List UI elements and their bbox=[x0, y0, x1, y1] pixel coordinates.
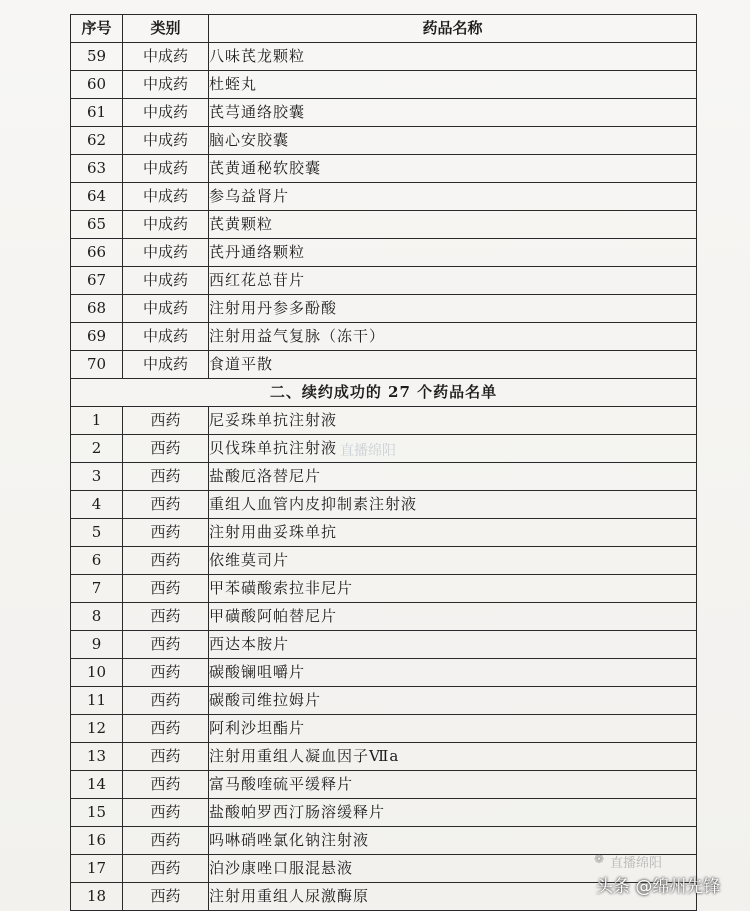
row-category: 西药 bbox=[123, 715, 209, 743]
footer-watermark: 头条 @绵州先锋 bbox=[596, 877, 721, 897]
table-row bbox=[71, 239, 697, 267]
table-row bbox=[71, 799, 697, 827]
table-row bbox=[71, 71, 697, 99]
row-number: 14 bbox=[71, 771, 123, 799]
row-category: 中成药 bbox=[123, 71, 209, 99]
row-number: 12 bbox=[71, 715, 123, 743]
row-drug-name: 芪丹通络颗粒 bbox=[209, 239, 697, 267]
row-drug-name: 泊沙康唑口服混悬液 bbox=[209, 855, 697, 883]
row-category: 西药 bbox=[123, 687, 209, 715]
row-number: 9 bbox=[71, 631, 123, 659]
row-number: 59 bbox=[71, 43, 123, 71]
table-row bbox=[71, 267, 697, 295]
row-category: 西药 bbox=[123, 799, 209, 827]
section-title: 二、续约成功的 27 个药品名单 bbox=[71, 379, 697, 407]
row-number: 7 bbox=[71, 575, 123, 603]
table-row bbox=[71, 659, 697, 687]
row-number: 61 bbox=[71, 99, 123, 127]
row-category: 中成药 bbox=[123, 295, 209, 323]
section-body bbox=[71, 379, 697, 407]
row-number: 18 bbox=[71, 883, 123, 911]
row-number: 2 bbox=[71, 435, 123, 463]
row-number: 63 bbox=[71, 155, 123, 183]
table-row bbox=[71, 407, 697, 435]
row-drug-name: 脑心安胶囊 bbox=[209, 127, 697, 155]
table-row bbox=[71, 155, 697, 183]
row-number: 5 bbox=[71, 519, 123, 547]
part2-body bbox=[71, 407, 697, 911]
table-row bbox=[71, 743, 697, 771]
row-number: 15 bbox=[71, 799, 123, 827]
row-number: 69 bbox=[71, 323, 123, 351]
row-category: 西药 bbox=[123, 547, 209, 575]
row-category: 西药 bbox=[123, 603, 209, 631]
row-category: 西药 bbox=[123, 407, 209, 435]
row-drug-name: 盐酸帕罗西汀肠溶缓释片 bbox=[209, 799, 697, 827]
row-drug-name: 尼妥珠单抗注射液 bbox=[209, 407, 697, 435]
row-drug-name: 阿利沙坦酯片 bbox=[209, 715, 697, 743]
row-drug-name: 注射用曲妥珠单抗 bbox=[209, 519, 697, 547]
table-row bbox=[71, 603, 697, 631]
row-drug-name: 八味芪龙颗粒 bbox=[209, 43, 697, 71]
row-category: 西药 bbox=[123, 827, 209, 855]
row-category: 西药 bbox=[123, 491, 209, 519]
table-row bbox=[71, 99, 697, 127]
row-drug-name: 甲磺酸阿帕替尼片 bbox=[209, 603, 697, 631]
row-category: 中成药 bbox=[123, 183, 209, 211]
row-category: 中成药 bbox=[123, 43, 209, 71]
row-number: 65 bbox=[71, 211, 123, 239]
row-category: 中成药 bbox=[123, 127, 209, 155]
row-drug-name: 注射用重组人尿激酶原 bbox=[209, 883, 697, 911]
part1-body bbox=[71, 43, 697, 379]
row-category: 中成药 bbox=[123, 351, 209, 379]
row-category: 中成药 bbox=[123, 323, 209, 351]
table-row bbox=[71, 827, 697, 855]
section-row bbox=[71, 379, 697, 407]
wechat-icon: ❁ bbox=[594, 852, 605, 866]
row-category: 西药 bbox=[123, 463, 209, 491]
table-row bbox=[71, 295, 697, 323]
row-number: 66 bbox=[71, 239, 123, 267]
table-row bbox=[71, 575, 697, 603]
table-row bbox=[71, 463, 697, 491]
row-category: 西药 bbox=[123, 519, 209, 547]
row-drug-name: 西红花总苷片 bbox=[209, 267, 697, 295]
row-number: 10 bbox=[71, 659, 123, 687]
header-category: 类别 bbox=[123, 15, 209, 43]
table-row bbox=[71, 43, 697, 71]
row-drug-name: 食道平散 bbox=[209, 351, 697, 379]
row-drug-name: 甲苯磺酸索拉非尼片 bbox=[209, 575, 697, 603]
table-row bbox=[71, 127, 697, 155]
row-drug-name: 芪黄通秘软胶囊 bbox=[209, 155, 697, 183]
row-category: 西药 bbox=[123, 435, 209, 463]
row-drug-name: 碳酸司维拉姆片 bbox=[209, 687, 697, 715]
table-row bbox=[71, 183, 697, 211]
faint-watermark: 直播绵阳 bbox=[610, 856, 663, 871]
row-number: 60 bbox=[71, 71, 123, 99]
row-category: 中成药 bbox=[123, 211, 209, 239]
row-category: 西药 bbox=[123, 659, 209, 687]
row-number: 4 bbox=[71, 491, 123, 519]
row-number: 3 bbox=[71, 463, 123, 491]
header-name: 药品名称 bbox=[209, 15, 697, 43]
table-row bbox=[71, 491, 697, 519]
row-number: 62 bbox=[71, 127, 123, 155]
table-row bbox=[71, 351, 697, 379]
row-number: 64 bbox=[71, 183, 123, 211]
row-number: 6 bbox=[71, 547, 123, 575]
row-drug-name: 富马酸喹硫平缓释片 bbox=[209, 771, 697, 799]
row-number: 16 bbox=[71, 827, 123, 855]
row-number: 11 bbox=[71, 687, 123, 715]
drug-list-table bbox=[70, 14, 697, 911]
row-number: 67 bbox=[71, 267, 123, 295]
row-number: 17 bbox=[71, 855, 123, 883]
table-row bbox=[71, 519, 697, 547]
table-row bbox=[71, 547, 697, 575]
row-drug-name: 杜蛭丸 bbox=[209, 71, 697, 99]
row-number: 70 bbox=[71, 351, 123, 379]
table-row bbox=[71, 715, 697, 743]
header-no: 序号 bbox=[71, 15, 123, 43]
row-drug-name: 依维莫司片 bbox=[209, 547, 697, 575]
row-drug-name: 芪芎通络胶囊 bbox=[209, 99, 697, 127]
row-category: 中成药 bbox=[123, 99, 209, 127]
row-drug-name: 注射用益气复脉（冻干） bbox=[209, 323, 697, 351]
row-category: 西药 bbox=[123, 883, 209, 911]
row-category: 西药 bbox=[123, 771, 209, 799]
table-header-row bbox=[71, 15, 697, 43]
table-row bbox=[71, 211, 697, 239]
row-number: 68 bbox=[71, 295, 123, 323]
row-category: 西药 bbox=[123, 743, 209, 771]
row-drug-name: 盐酸厄洛替尼片 bbox=[209, 463, 697, 491]
row-drug-name: 重组人血管内皮抑制素注射液 bbox=[209, 491, 697, 519]
row-category: 西药 bbox=[123, 575, 209, 603]
row-drug-name: 注射用丹参多酚酸 bbox=[209, 295, 697, 323]
table-row bbox=[71, 771, 697, 799]
row-drug-name: 碳酸镧咀嚼片 bbox=[209, 659, 697, 687]
row-number: 1 bbox=[71, 407, 123, 435]
row-drug-name: 参乌益肾片 bbox=[209, 183, 697, 211]
row-number: 8 bbox=[71, 603, 123, 631]
row-drug-name: 注射用重组人凝血因子Ⅶa bbox=[209, 743, 697, 771]
row-drug-name: 贝伐珠单抗注射液 bbox=[209, 435, 697, 463]
row-drug-name: 芪黄颗粒 bbox=[209, 211, 697, 239]
table-row bbox=[71, 631, 697, 659]
row-category: 中成药 bbox=[123, 155, 209, 183]
row-category: 西药 bbox=[123, 855, 209, 883]
row-number: 13 bbox=[71, 743, 123, 771]
row-category: 西药 bbox=[123, 631, 209, 659]
center-watermark: 直播绵阳 bbox=[340, 443, 396, 459]
table-row bbox=[71, 687, 697, 715]
row-category: 中成药 bbox=[123, 267, 209, 295]
table-row bbox=[71, 323, 697, 351]
row-category: 中成药 bbox=[123, 239, 209, 267]
row-drug-name: 吗啉硝唑氯化钠注射液 bbox=[209, 827, 697, 855]
row-drug-name: 西达本胺片 bbox=[209, 631, 697, 659]
